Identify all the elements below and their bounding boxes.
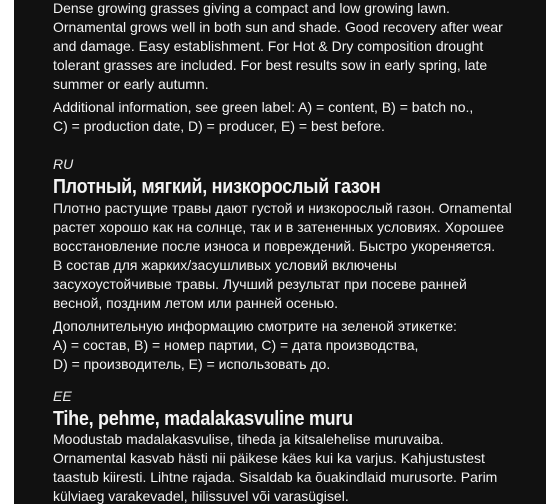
ee-description (53, 430, 533, 504)
en-description-line: tolerant grasses are included. For best results sow in early spring, late (53, 57, 488, 73)
en-info-line: C) = production date, D) = producer, E) = best before. (53, 118, 385, 134)
en-description-line: Dense growing grasses giving a compact and low growing lawn. (53, 0, 450, 16)
ru-language-code: RU (53, 156, 74, 172)
en-description-line: and damage. Easy establishment. For Hot & Dry composition drought (53, 38, 484, 54)
ee-description-line: Ornamental kasvab hästi nii päikese käes kui ka varjus. Kahjustustest (53, 450, 485, 466)
en-description (53, 0, 533, 94)
ee-heading: Tihe, pehme, madalakasvuline muru (53, 408, 353, 430)
ru-info-line: D) = производитель, E) = использовать до. (53, 356, 331, 372)
ru-description-line: засухоустойчивые травы. Лучший результат при посеве ранней (53, 276, 467, 292)
en-additional-info (53, 98, 533, 136)
ru-info-line: Дополнительную информацию смотрите на зеленой этикетке: (53, 318, 457, 334)
ru-description-line: В состав для жарких/засушливых условий включены (53, 257, 397, 273)
ru-description-line: растет хорошо как на солнце, так и в затененных условиях. Хорошее (53, 219, 505, 235)
ee-description-line: taastub kiiresti. Lihtne rajada. Sisaldab ka õuakindlaid murusorte. Parim (53, 469, 498, 485)
ru-info-line: A) = состав, B) = номер партии, C) = дата производства, (53, 337, 419, 353)
en-description-line: Ornamental grows well in both sun and shade. Good recovery after wear (53, 19, 503, 35)
ee-language-code: EE (53, 388, 72, 404)
en-info-line: Additional information, see green label: A) = content, B) = batch no., (53, 99, 474, 115)
en-description-line: summer or early autumn. (53, 76, 209, 92)
ru-description-line: Плотно растущие травы дают густой и низкорослый газон. Ornamental (53, 200, 512, 216)
label-panel (14, 0, 546, 504)
ru-description-line: весной, поздним летом или ранней осенью. (53, 295, 339, 311)
ee-description-line: külviaeg varakevadel, hilissuvel või varasügisel. (53, 488, 349, 504)
ru-description (53, 199, 533, 313)
ru-heading: Плотный, мягкий, низкорослый газон (53, 176, 381, 198)
ru-additional-info (53, 317, 533, 374)
ru-description-line: восстановление после износа и повреждений. Быстро укореняется. (53, 238, 496, 254)
ee-description-line: Moodustab madalakasvulise, tiheda ja kitsalehelise muruvaiba. (53, 431, 444, 447)
